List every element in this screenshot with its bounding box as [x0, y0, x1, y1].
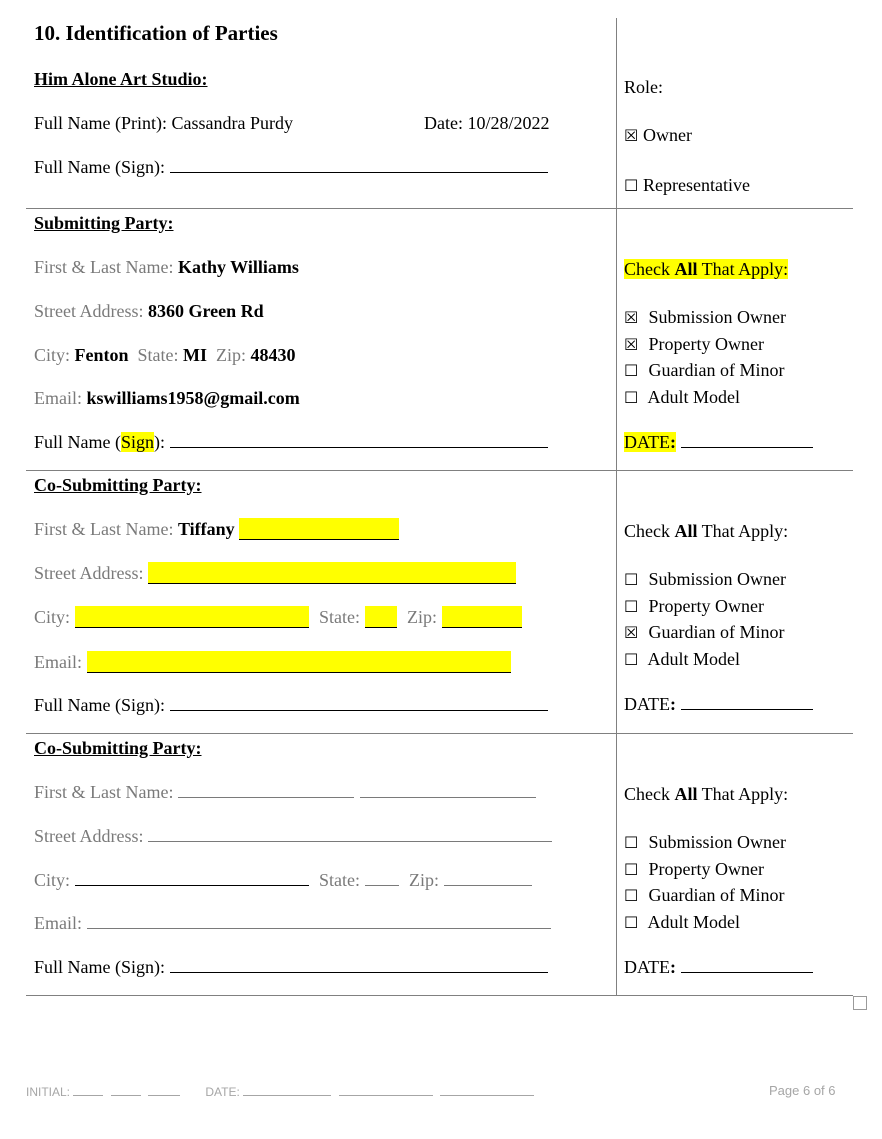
cosubmitting1-name-value[interactable]: Tiffany — [177, 519, 235, 539]
cosubmitting2-check-guardian[interactable] — [624, 884, 784, 907]
check-all-header — [624, 258, 788, 280]
date-label: DATE: — [624, 694, 676, 714]
section-divider — [26, 733, 853, 734]
sign-highlight: Sign — [121, 432, 155, 452]
state-field[interactable] — [365, 606, 397, 628]
submitting-check-property-owner[interactable] — [624, 333, 764, 356]
submitting-street-value[interactable]: 8360 Green Rd — [148, 301, 264, 321]
initial-field[interactable] — [148, 1084, 180, 1096]
checked-box-icon[interactable]: ☒ — [624, 623, 639, 642]
check-label: Adult Model — [647, 387, 741, 407]
cosubmitting1-date-row — [624, 693, 813, 715]
unchecked-box-icon[interactable]: ☐ — [624, 913, 639, 932]
check-label: Adult Model — [647, 649, 741, 669]
check-label: Property Owner — [648, 596, 764, 616]
check-all-header: Check All That Apply: — [624, 784, 789, 804]
unchecked-box-icon[interactable]: ☐ — [624, 361, 639, 380]
cosubmitting2-name-row — [34, 781, 536, 803]
zip-label: Zip: — [407, 607, 438, 627]
check-label: Submission Owner — [648, 569, 787, 589]
role-representative-option[interactable] — [624, 174, 750, 197]
street-label: Street Address: — [34, 301, 144, 321]
initial-field[interactable] — [111, 1084, 141, 1096]
submitting-city-value[interactable]: Fenton — [74, 345, 129, 365]
cosubmitting2-city-row — [34, 869, 532, 891]
cosubmitting2-email-row — [34, 912, 551, 934]
unchecked-box-icon[interactable]: ☐ — [624, 650, 639, 669]
last-name-field[interactable] — [360, 781, 536, 798]
submitting-zip-value[interactable]: 48430 — [250, 345, 296, 365]
date-field[interactable] — [681, 693, 813, 710]
state-label: State: — [319, 607, 361, 627]
checked-box-icon[interactable]: ☒ — [624, 335, 639, 354]
submitting-date-row — [624, 431, 813, 453]
unchecked-box-icon[interactable]: ☐ — [624, 570, 639, 589]
unchecked-box-icon[interactable]: ☐ — [624, 388, 639, 407]
cosubmitting2-check-property-owner[interactable] — [624, 858, 764, 881]
check-label: Property Owner — [648, 859, 764, 879]
cosubmitting1-check-submission-owner[interactable] — [624, 568, 786, 591]
cosubmitting1-name-row — [34, 518, 399, 540]
unchecked-box-icon[interactable]: ☐ — [624, 860, 639, 879]
cosubmitting1-street-row — [34, 562, 516, 584]
check-label: Guardian of Minor — [648, 360, 785, 380]
email-label: Email: — [34, 913, 82, 933]
submitting-name-row — [34, 256, 299, 278]
sign-label-prefix: Full Name ( — [34, 432, 121, 452]
signature-field[interactable] — [170, 694, 548, 711]
submitting-city-row — [34, 344, 296, 366]
footer-date-label: DATE: — [205, 1085, 240, 1099]
studio-date-value[interactable]: 10/28/2022 — [467, 113, 550, 133]
checked-box-icon[interactable]: ☒ — [624, 308, 639, 327]
check-label: Property Owner — [648, 334, 764, 354]
role-representative-label: Representative — [643, 175, 750, 195]
role-owner-label: Owner — [643, 125, 692, 145]
cosubmitting2-heading: Co-Submitting Party: — [34, 738, 202, 758]
cosubmitting1-email-row — [34, 651, 511, 673]
state-label: State: — [137, 345, 179, 365]
date-field[interactable] — [681, 956, 813, 973]
first-last-label: First & Last Name: — [34, 519, 174, 539]
section-divider — [26, 470, 853, 471]
signature-field[interactable] — [170, 431, 548, 448]
studio-print-name-row — [34, 112, 293, 134]
check-label: Submission Owner — [648, 307, 787, 327]
submitting-email-value[interactable]: kswilliams1958@gmail.com — [86, 388, 300, 408]
cosubmitting1-check-guardian[interactable] — [624, 621, 784, 644]
check-label: Guardian of Minor — [648, 885, 785, 905]
cosubmitting1-check-adult-model[interactable] — [624, 648, 740, 671]
submitting-email-row — [34, 387, 300, 409]
footer-date-field[interactable] — [440, 1084, 534, 1096]
zip-label: Zip: — [216, 345, 247, 365]
check-all-text: Check All That Apply: — [624, 259, 789, 279]
city-label: City: — [34, 345, 71, 365]
check-label: Adult Model — [647, 912, 741, 932]
section-title: 10. Identification of Parties — [34, 21, 278, 45]
unchecked-box-icon[interactable]: ☐ — [624, 886, 639, 905]
check-label: Submission Owner — [648, 832, 787, 852]
submitting-check-adult-model[interactable] — [624, 386, 740, 409]
city-label: City: — [34, 607, 71, 627]
email-label: Email: — [34, 652, 82, 672]
cosubmitting1-heading: Co-Submitting Party: — [34, 475, 202, 495]
studio-heading: Him Alone Art Studio: — [34, 69, 208, 89]
street-field[interactable] — [148, 825, 552, 842]
studio-date-row — [424, 112, 550, 134]
email-field[interactable] — [87, 912, 551, 929]
footer-initial-label: INITIAL: — [26, 1085, 71, 1099]
initial-field[interactable] — [73, 1084, 103, 1096]
role-label: Role: — [624, 77, 663, 97]
city-field[interactable] — [75, 606, 309, 628]
page-number: Page 6 of 6 — [769, 1083, 836, 1098]
footer-initials — [26, 1084, 534, 1099]
studio-sign-row — [34, 156, 548, 178]
studio-sign-label: Full Name (Sign): — [34, 157, 165, 177]
signature-field[interactable] — [170, 956, 548, 973]
section-divider — [26, 208, 853, 209]
submitting-check-submission-owner[interactable] — [624, 306, 786, 329]
city-field[interactable] — [75, 869, 309, 886]
cosubmitting2-date-row — [624, 956, 813, 978]
print-name-label: Full Name (Print): — [34, 113, 167, 133]
street-field[interactable] — [148, 562, 516, 584]
first-last-label: First & Last Name: — [34, 257, 174, 277]
cosubmitting2-street-row — [34, 825, 552, 847]
check-label: Guardian of Minor — [648, 622, 785, 642]
section-divider — [26, 995, 853, 996]
submitting-check-guardian[interactable] — [624, 359, 784, 382]
street-label: Street Address: — [34, 563, 144, 583]
print-name-value[interactable]: Cassandra Purdy — [171, 113, 293, 133]
date-label: DATE: — [624, 957, 676, 977]
submitting-name-value[interactable]: Kathy Williams — [177, 257, 299, 277]
first-last-label: First & Last Name: — [34, 782, 174, 802]
submitting-heading: Submitting Party: — [34, 213, 174, 233]
unchecked-box-icon[interactable]: ☐ — [624, 597, 639, 616]
zip-label: Zip: — [409, 870, 440, 890]
submitting-sign-row — [34, 431, 548, 453]
signature-field[interactable] — [170, 156, 548, 173]
footer-date-field[interactable] — [339, 1084, 433, 1096]
checked-box-icon[interactable]: ☒ — [624, 126, 639, 145]
zip-field[interactable] — [444, 869, 532, 886]
cosubmitting2-check-submission-owner[interactable] — [624, 831, 786, 854]
date-label: DATE: — [624, 432, 676, 452]
sign-label-suffix: ): — [154, 432, 166, 452]
table-resize-handle[interactable] — [853, 996, 867, 1010]
state-field[interactable] — [365, 869, 399, 886]
city-label: City: — [34, 870, 71, 890]
footer-date-field[interactable] — [243, 1084, 331, 1096]
cosubmitting2-sign-row — [34, 956, 548, 978]
state-label: State: — [319, 870, 361, 890]
column-divider — [616, 18, 617, 996]
check-all-header: Check All That Apply: — [624, 521, 789, 541]
last-name-field[interactable] — [239, 518, 399, 540]
date-field[interactable] — [681, 431, 813, 448]
email-label: Email: — [34, 388, 82, 408]
first-name-field[interactable] — [178, 781, 354, 798]
cosubmitting1-check-property-owner[interactable] — [624, 595, 764, 618]
cosubmitting1-city-row — [34, 606, 522, 628]
submitting-state-value[interactable]: MI — [183, 345, 208, 365]
role-owner-option[interactable] — [624, 124, 692, 147]
sign-label: Full Name (Sign): — [34, 957, 165, 977]
unchecked-box-icon[interactable]: ☐ — [624, 833, 639, 852]
sign-label: Full Name (Sign): — [34, 695, 165, 715]
submitting-street-row — [34, 300, 264, 322]
cosubmitting1-sign-row — [34, 694, 548, 716]
cosubmitting2-check-adult-model[interactable] — [624, 911, 740, 934]
zip-field[interactable] — [442, 606, 522, 628]
unchecked-box-icon[interactable]: ☐ — [624, 176, 639, 195]
studio-date-label: Date: — [424, 113, 463, 133]
email-field[interactable] — [87, 651, 511, 673]
street-label: Street Address: — [34, 826, 144, 846]
